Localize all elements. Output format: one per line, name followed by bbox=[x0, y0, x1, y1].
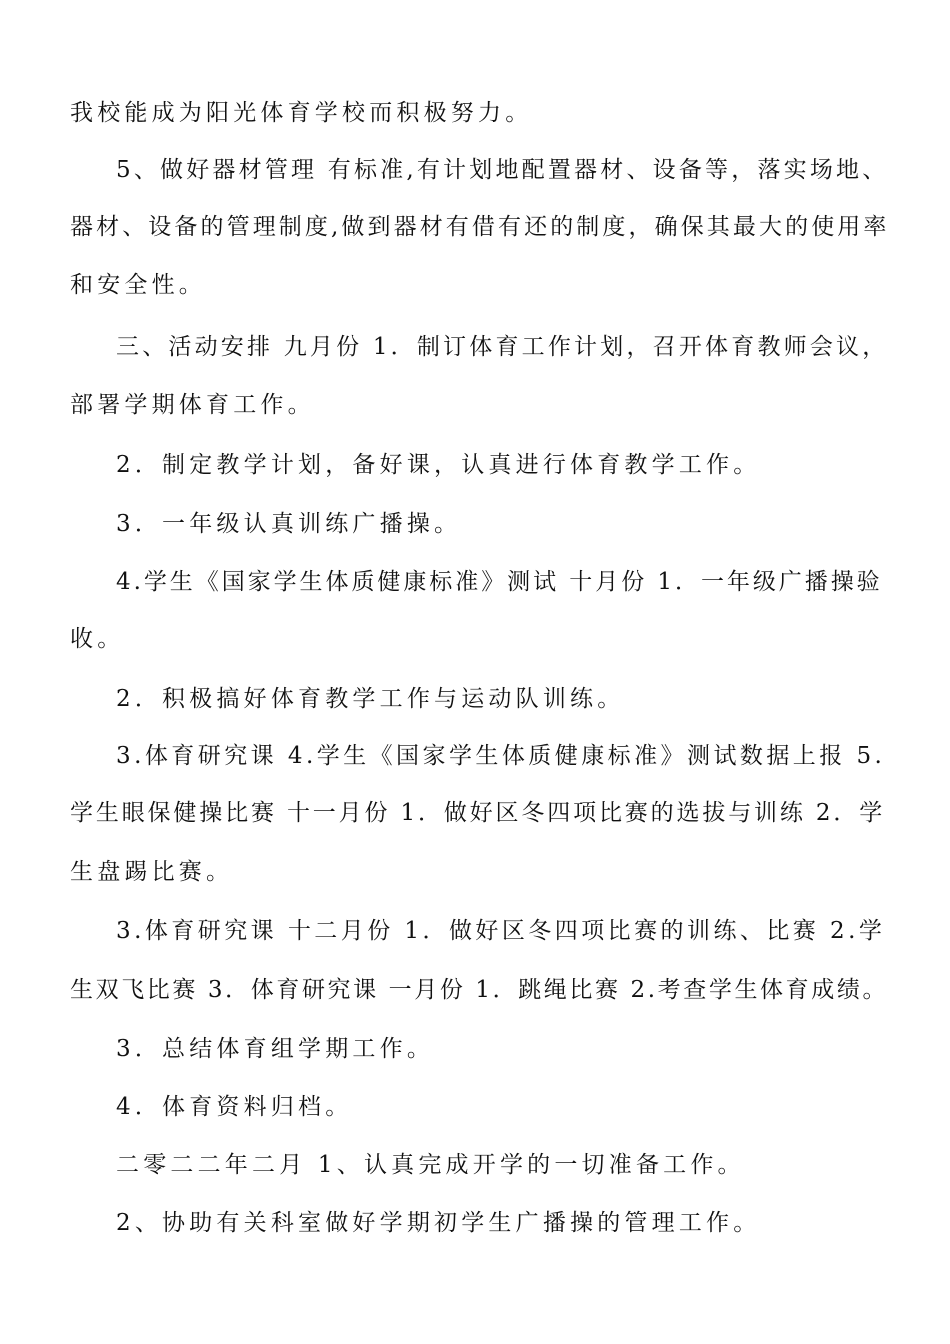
text-line: 生双飞比赛 3．体育研究课 一月份 1．跳绳比赛 2.考查学生体育成绩。 bbox=[70, 977, 889, 1003]
text-line: 3．一年级认真训练广播操。 bbox=[116, 511, 462, 537]
text-line: 2．积极搞好体育教学工作与运动队训练。 bbox=[116, 686, 625, 712]
text-line: 3.体育研究课 4.学生《国家学生体质健康标准》测试数据上报 5. bbox=[116, 743, 886, 769]
text-line: 二零二二年二月 1、认真完成开学的一切准备工作。 bbox=[116, 1152, 745, 1178]
text-line: 4.学生《国家学生体质健康标准》测试 十月份 1．一年级广播操验 bbox=[116, 569, 883, 595]
text-line: 我校能成为阳光体育学校而积极努力。 bbox=[70, 100, 533, 126]
text-line: 部署学期体育工作。 bbox=[70, 392, 315, 418]
text-line: 3.体育研究课 十二月份 1．做好区冬四项比赛的训练、比赛 2.学 bbox=[116, 918, 886, 944]
text-line: 生盘踢比赛。 bbox=[70, 859, 234, 885]
text-line: 和安全性。 bbox=[70, 272, 206, 298]
text-line: 2、协助有关科室做好学期初学生广播操的管理工作。 bbox=[116, 1210, 761, 1236]
text-line: 5、做好器材管理 有标准,有计划地配置器材、设备等，落实场地、 bbox=[116, 157, 889, 183]
text-line: 收。 bbox=[70, 626, 125, 652]
text-line: 器材、设备的管理制度,做到器材有借有还的制度，确保其最大的使用率 bbox=[70, 214, 890, 240]
text-line: 学生眼保健操比赛 十一月份 1．做好区冬四项比赛的选拔与训练 2．学 bbox=[70, 800, 886, 826]
text-line: 3．总结体育组学期工作。 bbox=[116, 1036, 435, 1062]
text-line: 三、活动安排 九月份 1．制订体育工作计划，召开体育教师会议， bbox=[116, 334, 889, 360]
text-line: 2．制定教学计划，备好课，认真进行体育教学工作。 bbox=[116, 452, 761, 478]
text-line: 4．体育资料归档。 bbox=[116, 1094, 353, 1120]
